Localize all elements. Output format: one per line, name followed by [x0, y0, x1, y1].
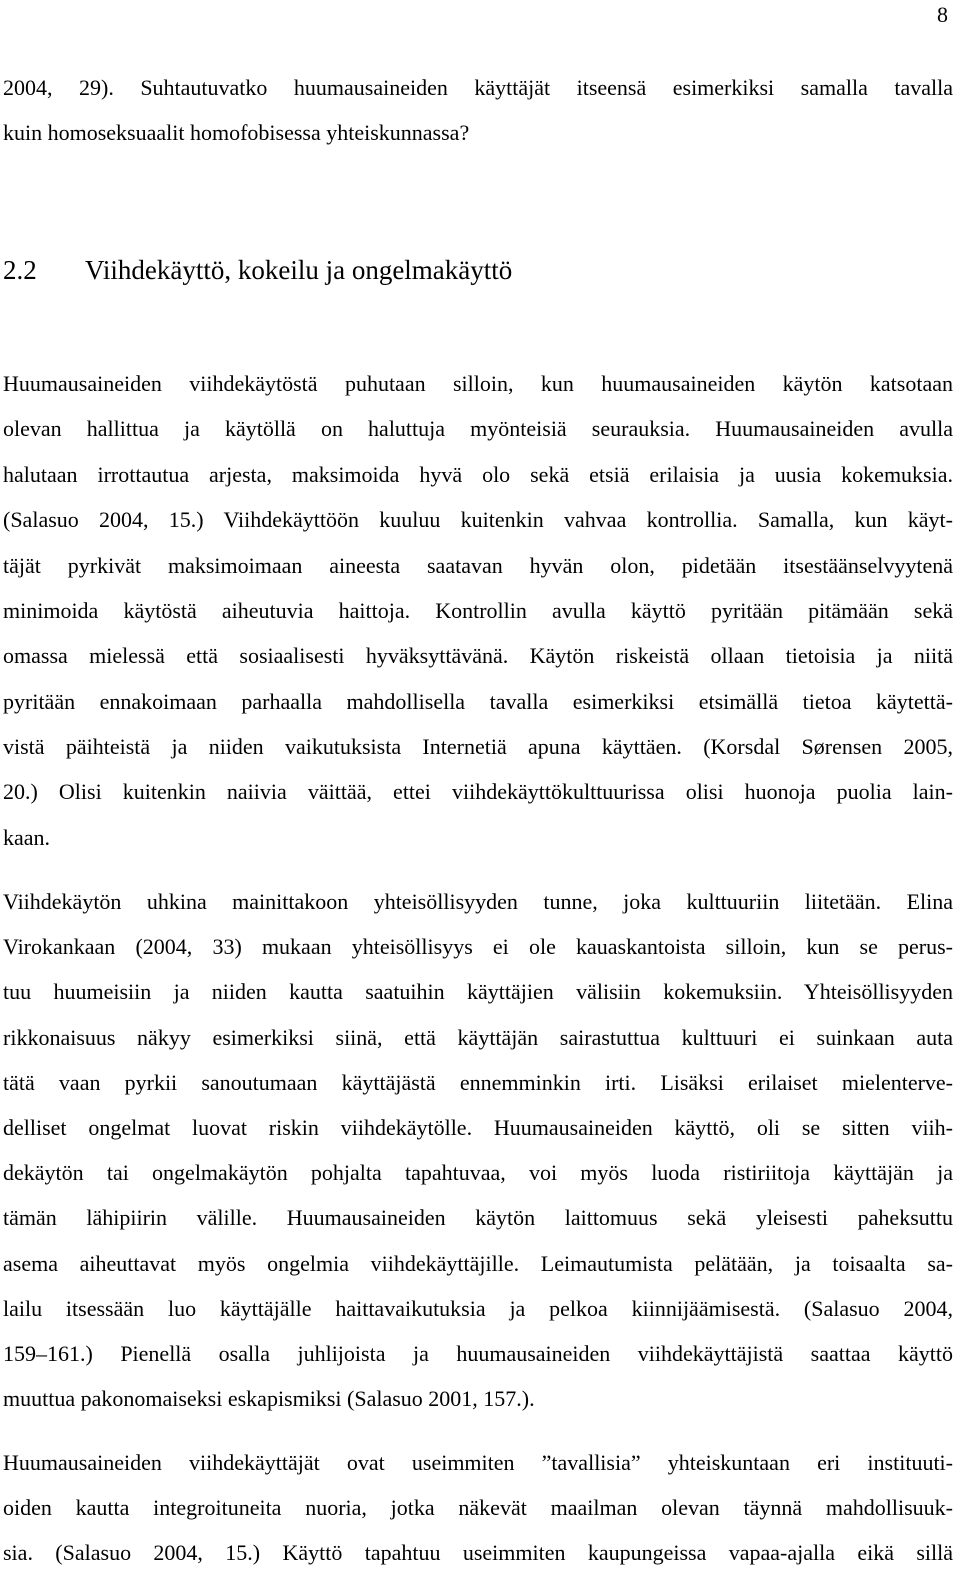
paragraph-line: halutaan irrottautua arjesta, maksimoida hyvä olo sekä etsiä erilaisia ja uusia kokemuksia.	[3, 462, 953, 487]
section-heading	[3, 252, 512, 288]
paragraph-line: Virokankaan (2004, 33) mukaan yhteisöllisyys ei ole kauaskantoista silloin, kun se perus-	[3, 934, 953, 959]
intro-line: 2004, 29). Suhtautuvatko huumausaineiden käyttäjät itseensä esimerkiksi samalla tavalla	[3, 75, 953, 100]
paragraph-line: minimoida käytöstä aiheutuvia haittoja. Kontrollin avulla käyttö pyritään pitämään sekä	[3, 598, 953, 623]
intro-line: kuin homoseksuaalit homofobisessa yhteiskunnassa?	[3, 120, 470, 145]
paragraph-line: oiden kautta integroituneita nuoria, jotka näkevät maailman olevan täynnä mahdollisuuk-	[3, 1495, 953, 1520]
paragraph-line: omassa mielessä että sosiaalisesti hyväksyttävänä. Käytön riskeistä ollaan tietoisia ja niitä	[3, 643, 953, 668]
paragraph-line: 159–161.) Pienellä osalla juhlijoista ja huumausaineiden viihdekäyttäjistä saattaa käyttö	[3, 1341, 953, 1366]
paragraph-line: Huumausaineiden viihdekäyttäjät ovat useimmiten ”tavallisia” yhteiskuntaan eri instituuti-	[3, 1450, 953, 1475]
paragraph-line: täjät pyrkivät maksimoimaan aineesta saatavan hyvän olon, pidetään itsestäänselvyytenä	[3, 553, 953, 578]
paragraph-line: vistä päihteistä ja niiden vaikutuksista Internetiä apuna käyttäen. (Korsdal Sørensen 2005,	[3, 734, 953, 759]
paragraph-line: Huumausaineiden viihdekäytöstä puhutaan silloin, kun huumausaineiden käytön katsotaan	[3, 371, 953, 396]
paragraph-line: Viihdekäytön uhkina mainittakoon yhteisöllisyyden tunne, joka kulttuuriin liitetään. Elina	[3, 889, 953, 914]
paragraph-line: asema aiheuttavat myös ongelmia viihdekäyttäjille. Leimautumista pelätään, ja toisaalta sa-	[3, 1251, 953, 1276]
paragraph-line: pyritään ennakoimaan parhaalla mahdollisella tavalla esimerkiksi etsimällä tietoa käytettä-	[3, 689, 953, 714]
page-number: 8	[937, 2, 948, 27]
section-number: 2.2	[3, 255, 37, 285]
paragraph-line: lailu itsessään luo käyttäjälle haittavaikutuksia ja pelkoa kiinnijäämisestä. (Salasuo 2004,	[3, 1296, 953, 1321]
paragraph-line: kaan.	[3, 825, 51, 850]
paragraph-line: 20.) Olisi kuitenkin naiivia väittää, ettei viihdekäyttökulttuurissa olisi huonoja puolia lain-	[3, 779, 953, 804]
paragraph-line: rikkonaisuus näkyy esimerkiksi siinä, että käyttäjän sairastuttua kulttuuri ei suinkaan auta	[3, 1025, 953, 1050]
paragraph-line: olevan hallittua ja käytöllä on haluttuja myönteisiä seurauksia. Huumausaineiden avulla	[3, 416, 953, 441]
paragraph-line: muuttua pakonomaiseksi eskapismiksi (Salasuo 2001, 157.).	[3, 1386, 535, 1411]
paragraph-line: (Salasuo 2004, 15.) Viihdekäyttöön kuuluu kuitenkin vahvaa kontrollia. Samalla, kun käyt-	[3, 507, 953, 532]
paragraph-line: sia. (Salasuo 2004, 15.) Käyttö tapahtuu useimmiten kaupungeissa vapaa-ajalla eikä sillä	[3, 1540, 953, 1565]
paragraph-line: tuu huumeisiin ja niiden kautta saatuihin käyttäjien välisiin kokemuksiin. Yhteisöllisyyden	[3, 979, 953, 1004]
paragraph-line: delliset ongelmat luovat riskin viihdekäytölle. Huumausaineiden käyttö, oli se sitten viih-	[3, 1115, 953, 1140]
paragraph-line: dekäytön tai ongelmakäytön pohjalta tapahtuvaa, voi myös luoda ristiriitoja käyttäjän ja	[3, 1160, 953, 1185]
section-title: Viihdekäyttö, kokeilu ja ongelmakäyttö	[85, 255, 513, 285]
paragraph-line: tätä vaan pyrkii sanoutumaan käyttäjästä ennemminkin irti. Lisäksi erilaiset mielenterve-	[3, 1070, 953, 1095]
paragraph-line: tämän lähipiirin välille. Huumausaineiden käytön laittomuus sekä yleisesti paheksuttu	[3, 1205, 953, 1230]
